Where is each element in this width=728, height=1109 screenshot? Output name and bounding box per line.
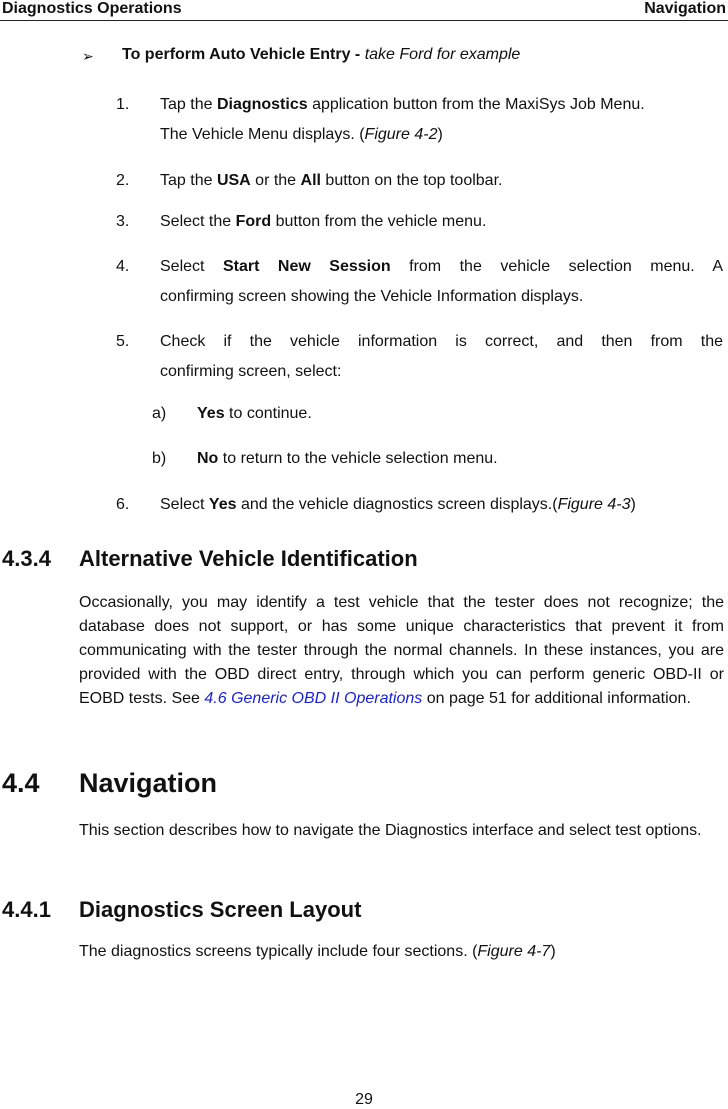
step-number: 2. xyxy=(116,172,130,189)
step-4: Select Start New Session from the vehicle selection menu. A confirming screen showing the Vehicle Information displays. xyxy=(160,258,723,305)
substep-a: Yes to continue. xyxy=(197,405,312,422)
section-title: Diagnostics Screen Layout xyxy=(79,897,362,922)
step-number: 6. xyxy=(116,496,130,513)
step-2: Tap the USA or the All button on the top toolbar. xyxy=(160,172,503,189)
substep-label: a) xyxy=(152,405,167,422)
substep-label: b) xyxy=(152,450,167,467)
step-number: 3. xyxy=(116,213,130,230)
figure-ref: Figure 4-7 xyxy=(477,943,551,960)
step-1: Tap the Diagnostics application button from the MaxiSys Job Menu. The Vehicle Menu displays. (Figure 4-2) xyxy=(160,96,645,143)
page-header xyxy=(0,0,728,21)
figure-ref: Figure 4-2 xyxy=(364,126,438,143)
step-number: 5. xyxy=(116,333,130,350)
task-note: take Ford for example xyxy=(364,46,521,63)
task-heading xyxy=(122,46,520,64)
step-6: Select Yes and the vehicle diagnostics screen displays.(Figure 4-3) xyxy=(160,496,636,513)
arrow-bullet-icon: ➢ xyxy=(82,48,94,64)
section-number: 4.4.1 xyxy=(2,897,51,922)
section-number: 4.3.4 xyxy=(2,546,51,571)
header-section-title: Diagnostics Operations xyxy=(2,0,182,17)
substep-b: No to return to the vehicle selection menu. xyxy=(197,450,498,467)
step-3: Select the Ford button from the vehicle menu. xyxy=(160,213,487,230)
section-paragraph: This section describes how to navigate the Diagnostics interface and select test options. xyxy=(79,822,702,839)
section-number: 4.4 xyxy=(2,768,40,798)
section-title: Alternative Vehicle Identification xyxy=(79,546,418,571)
section-paragraph: Occasionally, you may identify a test vehicle that the tester does not recognize; the database does not support, or has some unique characteristics that prevent it from communicating with the tester through the normal channels. In these instances, you are provided with the OBD direct entry, through which you can perform generic OBD-II or EOBD tests. See 4.6 Generic OBD II Operations on page 51 for additional information. xyxy=(79,594,724,707)
header-chapter-title: Navigation xyxy=(644,0,726,17)
task-title: To perform Auto Vehicle Entry - xyxy=(122,46,365,63)
figure-ref: Figure 4-3 xyxy=(557,496,631,513)
page-number: 29 xyxy=(355,1091,373,1108)
step-5: Check if the vehicle information is correct, and then from the confirming screen, select: xyxy=(160,333,723,380)
cross-reference-link[interactable]: 4.6 Generic OBD II Operations xyxy=(204,690,423,707)
step-number: 1. xyxy=(116,96,130,113)
section-title: Navigation xyxy=(79,768,218,798)
step-number: 4. xyxy=(116,258,130,275)
section-paragraph: The diagnostics screens typically include four sections. (Figure 4-7) xyxy=(79,943,556,960)
